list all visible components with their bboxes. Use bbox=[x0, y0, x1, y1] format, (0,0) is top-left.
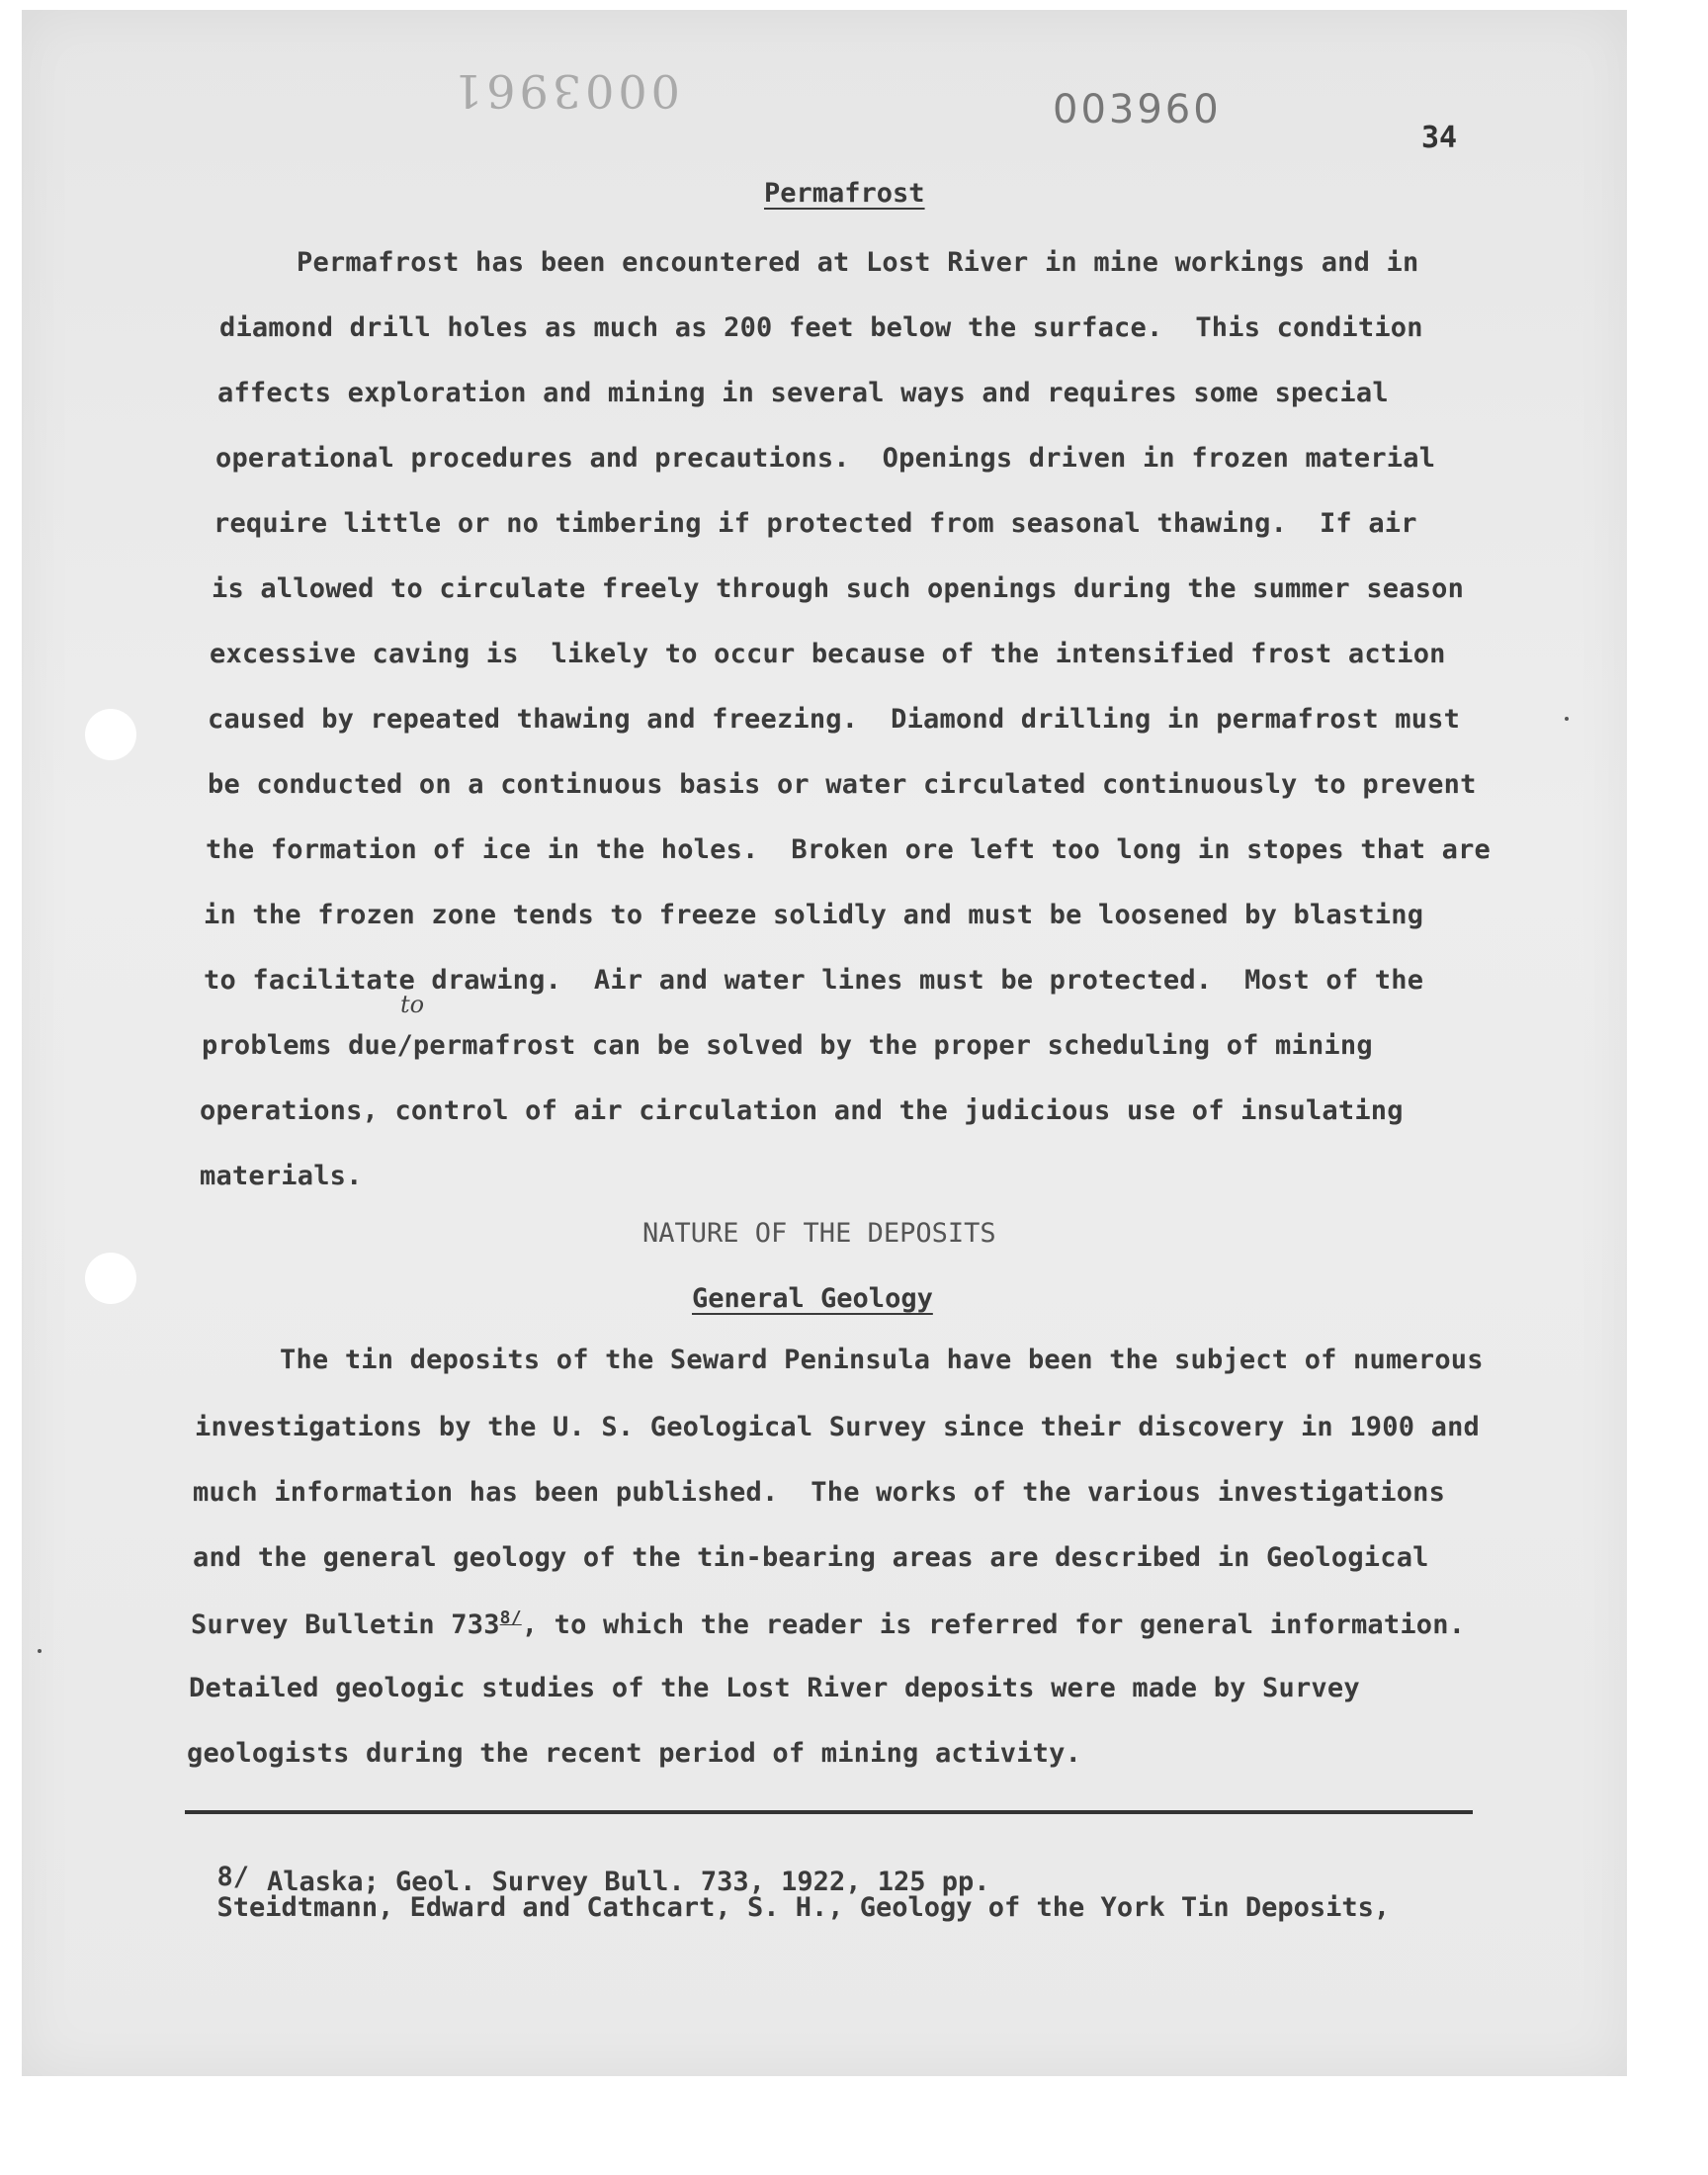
punch-hole bbox=[85, 709, 136, 760]
permafrost-line: diamond drill holes as much as 200 feet below the surface. This condition bbox=[219, 312, 1423, 343]
permafrost-line: in the frozen zone tends to freeze solidly and must be loosened by blasting bbox=[204, 900, 1424, 930]
permafrost-line: is allowed to circulate freely through such openings during the summer season bbox=[212, 573, 1465, 604]
geology-line-text: , to which the reader is referred for general information. bbox=[521, 1610, 1466, 1640]
footnote-marker: 8/ bbox=[216, 1862, 250, 1892]
permafrost-line: problems due/permafrost can be solved by the proper scheduling of mining bbox=[202, 1030, 1373, 1061]
permafrost-line: excessive caving is likely to occur because of the intensified frost action bbox=[210, 639, 1446, 669]
footnote-reference: 8/ bbox=[499, 1608, 522, 1628]
permafrost-line: to facilitate drawing. Air and water lines must be protected. Most of the bbox=[204, 965, 1424, 996]
subheading-general-geology: General Geology bbox=[692, 1283, 933, 1314]
permafrost-line: caused by repeated thawing and freezing. Diamond drilling in permafrost must bbox=[208, 704, 1461, 735]
geology-line: investigations by the U. S. Geological Survey since their discovery in 1900 and bbox=[195, 1412, 1480, 1442]
permafrost-line: operations, control of air circulation and the judicious use of insulating bbox=[200, 1095, 1404, 1126]
geology-line: The tin deposits of the Seward Peninsula have been the subject of numerous bbox=[280, 1345, 1484, 1375]
permafrost-line: be conducted on a continuous basis or water circulated continuously to prevent bbox=[208, 769, 1477, 800]
handwritten-insertion: to bbox=[400, 991, 425, 1018]
section-heading-nature-of-deposits: NATURE OF THE DEPOSITS bbox=[642, 1218, 996, 1249]
permafrost-line: the formation of ice in the holes. Broken ore left too long in stopes that are bbox=[206, 834, 1491, 865]
permafrost-line: Permafrost has been encountered at Lost River in mine workings and in bbox=[297, 247, 1419, 278]
stamped-document-number: 003960 bbox=[1053, 87, 1222, 132]
punch-hole bbox=[85, 1253, 136, 1304]
geology-line-text: Survey Bulletin 733 bbox=[191, 1610, 500, 1640]
geology-line bbox=[191, 1608, 1465, 1640]
scan-speck bbox=[38, 1649, 42, 1653]
page-number: 34 bbox=[1421, 121, 1458, 155]
scan-speck bbox=[1565, 717, 1569, 721]
footnote-divider bbox=[185, 1810, 1473, 1814]
footnote-text-1: Steidtmann, Edward and Cathcart, S. H., Geology of the York Tin Deposits, bbox=[216, 1892, 1391, 1923]
geology-line: geologists during the recent period of mining activity. bbox=[187, 1738, 1082, 1769]
permafrost-line: operational procedures and precautions. Openings driven in frozen material bbox=[215, 443, 1436, 474]
geology-line: and the general geology of the tin-bearing areas are described in Geological bbox=[193, 1542, 1429, 1573]
permafrost-line: materials. bbox=[200, 1161, 363, 1191]
permafrost-line: affects exploration and mining in several ways and requires some special bbox=[217, 378, 1389, 408]
handwritten-archive-number: 0003961 bbox=[450, 64, 680, 118]
section-heading-permafrost: Permafrost bbox=[764, 178, 925, 209]
geology-line: Detailed geologic studies of the Lost River deposits were made by Survey bbox=[189, 1673, 1360, 1703]
geology-line: much information has been published. The works of the various investigations bbox=[193, 1477, 1446, 1508]
footnote-line-2: Alaska; Geol. Survey Bull. 733, 1922, 125 pp. bbox=[267, 1867, 990, 1897]
permafrost-line: require little or no timbering if protected from seasonal thawing. If air bbox=[214, 508, 1417, 539]
